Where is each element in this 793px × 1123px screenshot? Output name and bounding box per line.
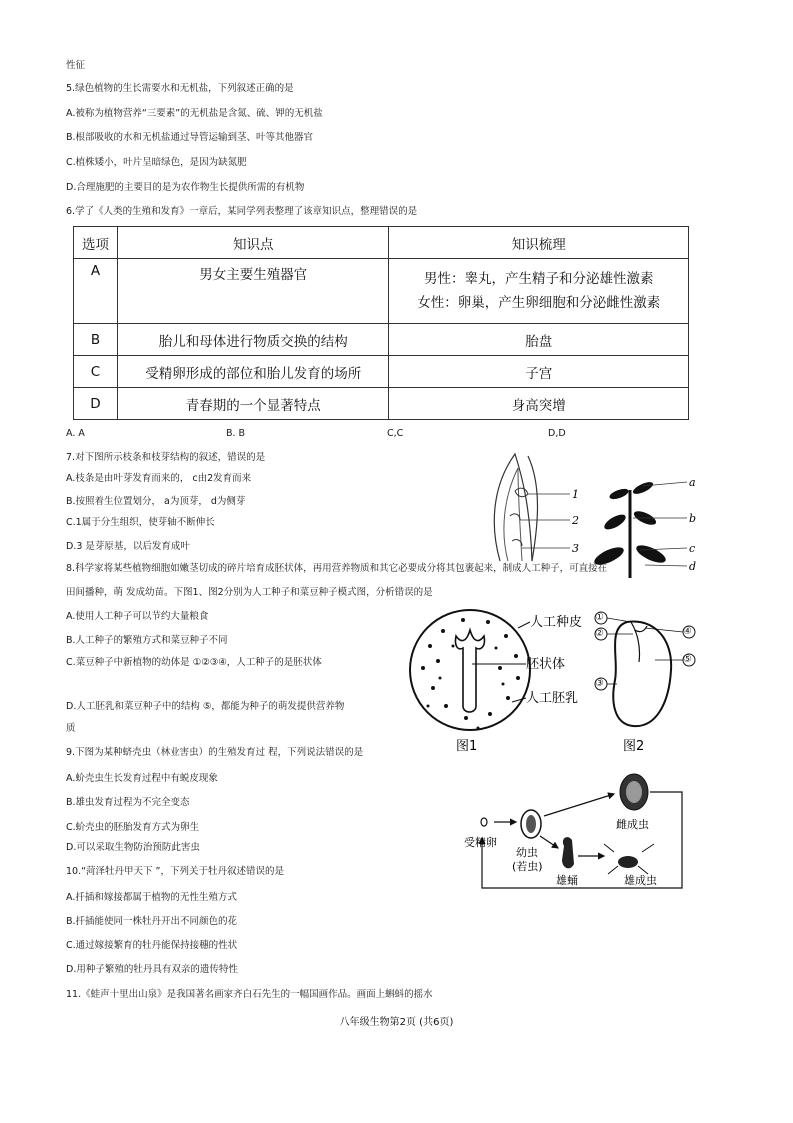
q7-option-b: B.按照着生位置划分， a为顶芽， d为侧芽 (66, 496, 246, 507)
branch-label: b (689, 512, 697, 525)
bud-label: 1 (572, 488, 579, 501)
q5-option-b: B.根部吸收的水和无机盐通过导管运输到茎、叶等其他器官 (66, 132, 314, 143)
fig2-num-label: ⑤ (683, 654, 692, 665)
q5-option-c: C.植株矮小，叶片呈暗绿色，是因为缺氮肥 (66, 157, 247, 168)
branch-label: c (689, 542, 696, 555)
q10-option-a: A.扦插和嫁接都属于植物的无性生殖方式 (66, 892, 237, 903)
table-row (74, 356, 689, 388)
question-7-stem: 7.对下图所示枝条和枝芽结构的叙述，错误的是 (66, 452, 266, 463)
lifecycle-label-pupa: 雄蛹 (556, 874, 578, 887)
summary-line: 男性：睾丸，产生精子和分泌雄性激素 (423, 271, 654, 287)
table-cell-option: D (74, 388, 118, 420)
fig1-label: 人工种皮 (530, 615, 583, 630)
table-cell-summary: 胎盘 (389, 324, 689, 356)
q5-option-a: A.被称为植物营养“三要素”的无机盐是含氮、硫、钾的无机盐 (66, 108, 323, 119)
table-cell-option: C (74, 356, 118, 388)
q6-option-c: C,C (387, 428, 404, 439)
q8-option-a: A.使用人工种子可以节约大量粮食 (66, 611, 209, 622)
table-header-cell: 选项 (74, 227, 118, 259)
q8-option-d-cont: 质 (66, 723, 76, 734)
fig1-caption: 图1 (456, 739, 478, 754)
summary-line: 女性：卵巢，产生卵细胞和分泌雌性激素 (417, 295, 661, 311)
knowledge-table (73, 226, 689, 420)
question-8-stem-cont: 田间播种，萌 发成幼苗。下图1、图2分别为人工种子和菜豆种子模式图，分析错误的是 (66, 587, 433, 598)
table-cell-point: 青春期的一个显著特点 (117, 388, 389, 420)
branch-label: d (689, 560, 697, 573)
table-header-row (74, 227, 689, 259)
fig2-num-label: ① (595, 612, 604, 623)
question-11-stem: 11.《蛙声十里出山泉》是我国著名画家齐白石先生的一幅国画作品。画面上蝌蚪的摇水 (66, 989, 433, 1000)
lifecycle-label-larva: 幼虫 (516, 846, 538, 859)
q10-option-d: D.用种子繁殖的牡丹具有双亲的遗传特性 (66, 964, 238, 975)
q7-option-a: A.枝条是由叶芽发育而来的， c由2发育而来 (66, 473, 252, 484)
q6-option-a: A. A (66, 428, 85, 439)
fig1-label: 胚状体 (526, 657, 566, 672)
q9-option-c: C.蚧壳虫的胚胎发育方式为卵生 (66, 822, 200, 833)
question-10-stem: 10.“菏泽牡丹甲天下 ”，下列关于牡丹叙述错误的是 (66, 866, 284, 877)
q9-option-d: D.可以采取生物防治预防此害虫 (66, 842, 200, 853)
q8-option-d: D.人工胚乳和菜豆种子中的结构 ⑤，都能为种子的萌发提供营养物 (66, 701, 345, 712)
table-cell-point: 男女主要生殖器官 (117, 259, 389, 324)
scale-insect-lifecycle-diagram (464, 768, 694, 900)
q5-option-d: D.合理施肥的主要目的是为农作物生长提供所需的有机物 (66, 182, 305, 193)
lifecycle-label-egg: 受精卵 (464, 836, 497, 849)
lifecycle-label-male: 雄成虫 (624, 874, 657, 887)
table-cell-point: 胎儿和母体进行物质交换的结构 (117, 324, 389, 356)
bud-diagram (470, 446, 590, 566)
table-row (74, 324, 689, 356)
fig2-num-label: ④ (683, 626, 692, 637)
q8-option-b: B.人工种子的繁殖方式和菜豆种子不同 (66, 635, 228, 646)
q7-option-d: D.3 是芽原基，以后发育成叶 (66, 541, 190, 552)
table-row (74, 388, 689, 420)
q9-option-b: B.雄虫发育过程为不完全变态 (66, 797, 190, 808)
fig2-num-label: ③ (595, 678, 604, 689)
table-cell-summary: 身高突增 (389, 388, 689, 420)
q6-option-b: B. B (226, 428, 246, 439)
q10-option-b: B.扦插能使同一株牡丹开出不同颜色的花 (66, 916, 238, 927)
table-header-cell: 知识点 (117, 227, 389, 259)
branch-label: a (689, 476, 696, 489)
question-9-stem: 9.下图为某种蛴壳虫（林业害虫）的生殖发育过 程，下列说法错误的是 (66, 747, 364, 758)
page-footer: 八年级生物第2页 (共6页) (339, 1017, 454, 1028)
fig2-caption: 图2 (623, 739, 645, 754)
fig1-label: 人工胚乳 (526, 691, 579, 706)
q9-option-a: A.蚧壳虫生长发育过程中有蜕皮现象 (66, 773, 218, 784)
table-header-cell: 知识梳理 (389, 227, 689, 259)
table-cell-point: 受精卵形成的部位和胎儿发育的场所 (117, 356, 389, 388)
bud-label: 3 (572, 542, 579, 555)
lifecycle-label-nymph: (若虫) (512, 860, 543, 873)
q8-option-c: C.菜豆种子中新植物的幼体是 ①②③④，人工种子的是胚状体 (66, 657, 322, 668)
table-cell-option: B (74, 324, 118, 356)
question-8-stem: 8.科学家将某些植物细胞如嫩茎切成的碎片培育成胚状体，再用营养物质和其它必要成分将其包裹起来，制成人工种子，可直接在 (66, 563, 608, 574)
text-line: 性征 (66, 60, 86, 71)
fig2-num-label: ② (595, 628, 604, 639)
question-5-stem: 5.绿色植物的生长需要水和无机盐，下列叙述正确的是 (66, 83, 294, 94)
table-row (74, 259, 689, 324)
table-cell-summary (389, 259, 689, 324)
bud-label: 2 (572, 514, 579, 527)
lifecycle-label-female: 雌成虫 (616, 818, 649, 831)
q10-option-c: C.通过嫁接繁育的牡丹能保持接穗的性状 (66, 940, 238, 951)
table-cell-option: A (74, 259, 118, 324)
table-cell-summary: 子宫 (389, 356, 689, 388)
question-6-stem: 6.学了《人类的生殖和发育》一章后，某同学列表整理了该章知识点，整理错误的是 (66, 206, 418, 217)
q6-option-d: D,D (548, 428, 566, 439)
q7-option-c: C.1属于分生组织，使芽轴不断伸长 (66, 517, 215, 528)
artificial-seed-diagram (408, 606, 608, 754)
